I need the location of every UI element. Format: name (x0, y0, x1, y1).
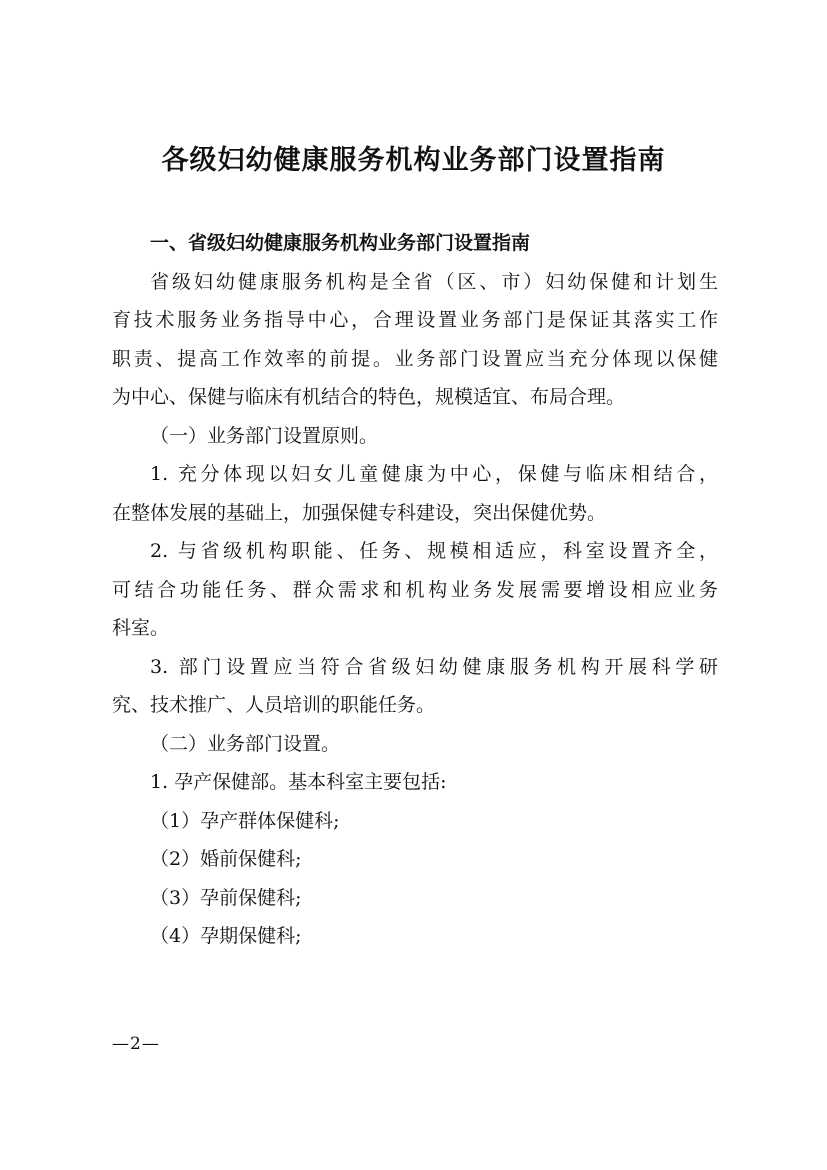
paragraph-line: 2. 与省级机构职能、任务、规模相适应，科室设置齐全， (150, 540, 718, 562)
section-heading: 一、省级妇幼健康服务机构业务部门设置指南 (150, 232, 531, 254)
paragraph-line: 为中心、保健与临床有机结合的特色，规模适宜、布局合理。 (112, 386, 626, 408)
subsection-heading: （一）业务部门设置原则。 (150, 424, 379, 447)
paragraph-line: 在整体发展的基础上，加强保健专科建设，突出保健优势。 (112, 501, 607, 524)
paragraph-line: 究、技术推广、人员培训的职能任务。 (112, 694, 436, 716)
paragraph-line: 可结合功能任务、群众需求和机构业务发展需要增设相应业务 (112, 578, 718, 601)
paragraph-line: 科室。 (112, 617, 170, 639)
list-item: （3）孕前保健科; (150, 886, 302, 909)
page-number: —2— (112, 1034, 160, 1054)
department-heading: 1. 孕产保健部。基本科室主要包括: (150, 771, 447, 793)
subsection-heading: （二）业务部门设置。 (150, 732, 341, 755)
document-body (112, 224, 718, 956)
list-item: （4）孕期保健科; (150, 925, 302, 947)
paragraph-line: 1. 充分体现以妇女儿童健康为中心，保健与临床相结合， (150, 463, 718, 485)
list-item: （2）婚前保健科; (150, 848, 302, 870)
paragraph-line: 育技术服务业务指导中心，合理设置业务部门是保证其落实工作 (112, 309, 718, 331)
paragraph-line: 省级妇幼健康服务机构是全省（区、市）妇幼保健和计划生 (150, 270, 718, 293)
paragraph-line: 3. 部门设置应当符合省级妇幼健康服务机构开展科学研 (150, 655, 718, 678)
document-title: 各级妇幼健康服务机构业务部门设置指南 (161, 145, 666, 176)
list-item: （1）孕产群体保健科; (150, 809, 340, 832)
paragraph-line: 职责、提高工作效率的前提。业务部门设置应当充分体现以保健 (112, 347, 718, 370)
